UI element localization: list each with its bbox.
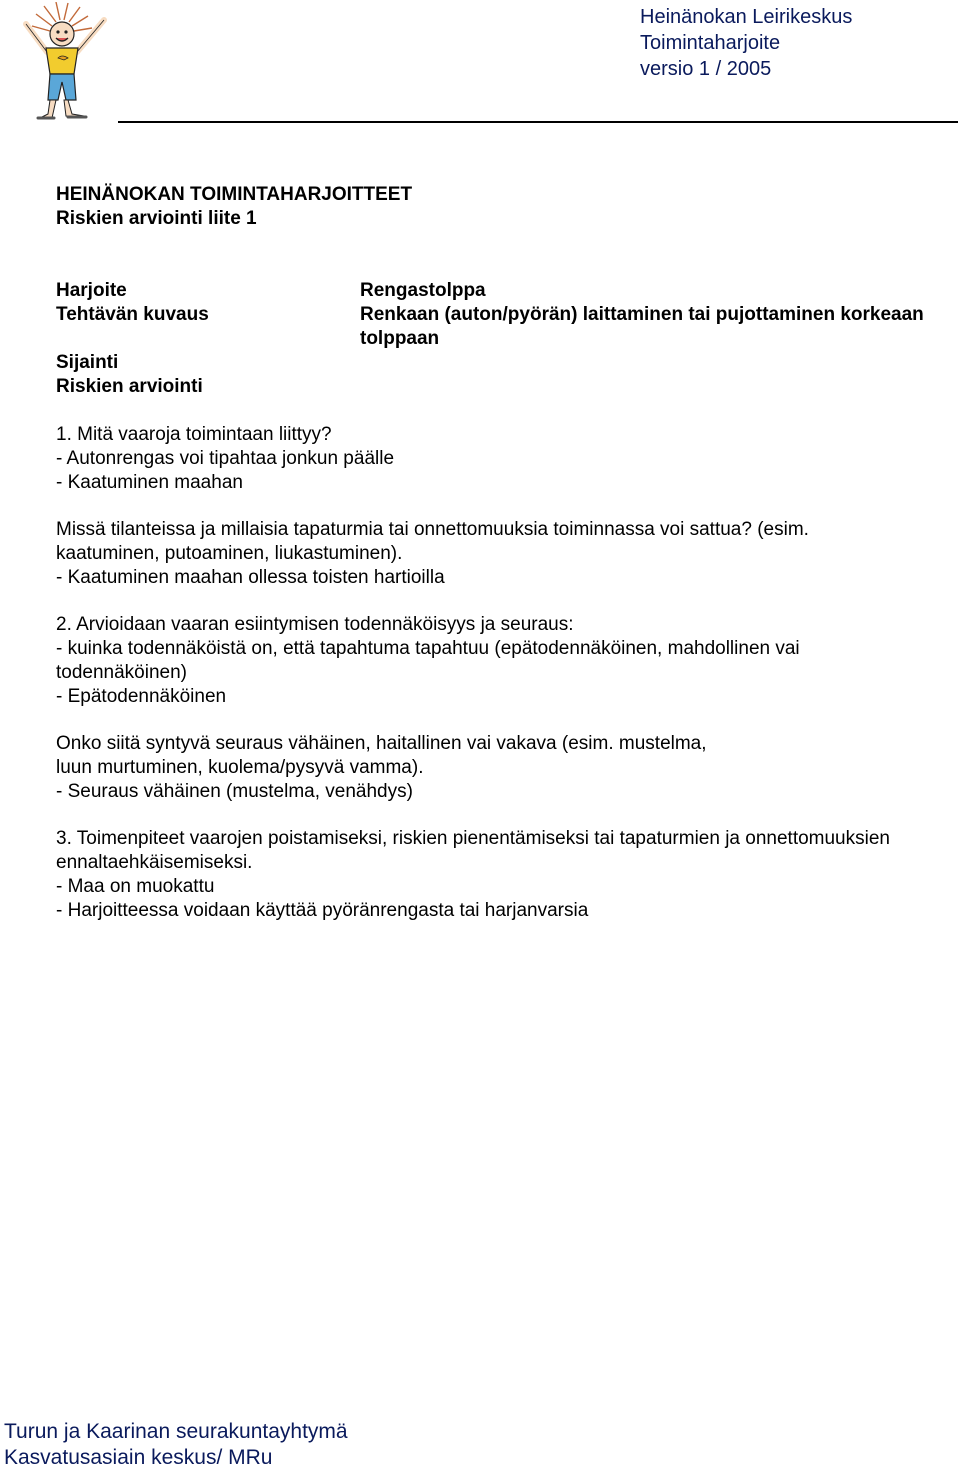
exercise-meta xyxy=(56,279,936,399)
footer-department: Kasvatusasiain keskus/ MRu xyxy=(4,1446,273,1469)
meta-row-sijainti xyxy=(56,351,936,375)
section-1b-answer: - Kaatuminen maahan ollessa toisten hartioilla xyxy=(56,567,445,588)
footer-organization: Turun ja Kaarinan seurakuntayhtymä xyxy=(4,1420,348,1443)
document-title: HEINÄNOKAN TOIMINTAHARJOITTEET xyxy=(56,184,413,205)
meta-row-riskit xyxy=(56,375,936,399)
spacer xyxy=(56,495,916,518)
section-2-answer: - Epätodennäköinen xyxy=(56,686,227,707)
spacer xyxy=(56,709,916,732)
meta-row-harjoite xyxy=(56,279,936,303)
header-block xyxy=(640,4,852,82)
header-doc-type: Toimintaharjoite xyxy=(640,32,781,54)
header-organization: Heinänokan Leirikeskus xyxy=(640,6,853,28)
section-3-question: 3. Toimenpiteet vaarojen poistamiseksi, riskien pienentämiseksi tai tapaturmien ja onnettomuuksien ennaltaehkäisemiseksi. xyxy=(56,828,890,873)
header-version: versio 1 / 2005 xyxy=(640,58,772,80)
spacer xyxy=(56,804,916,827)
document-subtitle: Riskien arviointi liite 1 xyxy=(56,208,257,229)
spacer xyxy=(56,590,916,613)
document-body xyxy=(56,423,916,923)
harjoite-label: Harjoite xyxy=(56,280,127,301)
section-1-question: 1. Mitä vaaroja toimintaan liittyy? xyxy=(56,424,332,445)
logo xyxy=(14,2,114,122)
section-2-subquestion: - kuinka todennäköistä on, että tapahtuma tapahtuu (epätodennäköinen, mahdollinen vai todennäköinen) xyxy=(56,638,800,683)
section-2b-question-2: luun murtuminen, kuolema/pysyvä vamma). xyxy=(56,757,424,778)
riskit-label: Riskien arviointi xyxy=(56,376,203,397)
harjoite-value: Rengastolppa xyxy=(360,280,486,301)
kuvaus-value: Renkaan (auton/pyörän) laittaminen tai pujottaminen korkeaan tolppaan xyxy=(360,304,924,349)
sijainti-label: Sijainti xyxy=(56,352,119,373)
section-1-answer-2: - Kaatuminen maahan xyxy=(56,472,243,493)
section-1-answer-1: - Autonrengas voi tipahtaa jonkun päälle xyxy=(56,448,395,469)
section-1b-question: Missä tilanteissa ja millaisia tapaturmia tai onnettomuuksia toiminnassa voi sattua? (esim. kaatuminen, putoaminen, liukastuminen). xyxy=(56,519,809,564)
section-2b-answer: - Seuraus vähäinen (mustelma, venähdys) xyxy=(56,781,413,802)
cartoon-child-icon xyxy=(14,2,114,122)
header-rule xyxy=(118,121,958,123)
kuvaus-label: Tehtävän kuvaus xyxy=(56,304,209,325)
document-heading xyxy=(56,183,412,231)
section-2b-question-1: Onko siitä syntyvä seuraus vähäinen, haitallinen vai vakava (esim. mustelma, xyxy=(56,733,707,754)
section-2-question: 2. Arvioidaan vaaran esiintymisen todennäköisyys ja seuraus: xyxy=(56,614,574,635)
section-3-answer-2: - Harjoitteessa voidaan käyttää pyöränrengasta tai harjanvarsia xyxy=(56,900,589,921)
section-3-answer-1: - Maa on muokattu xyxy=(56,876,215,897)
footer xyxy=(4,1419,348,1471)
meta-row-kuvaus xyxy=(56,303,936,351)
